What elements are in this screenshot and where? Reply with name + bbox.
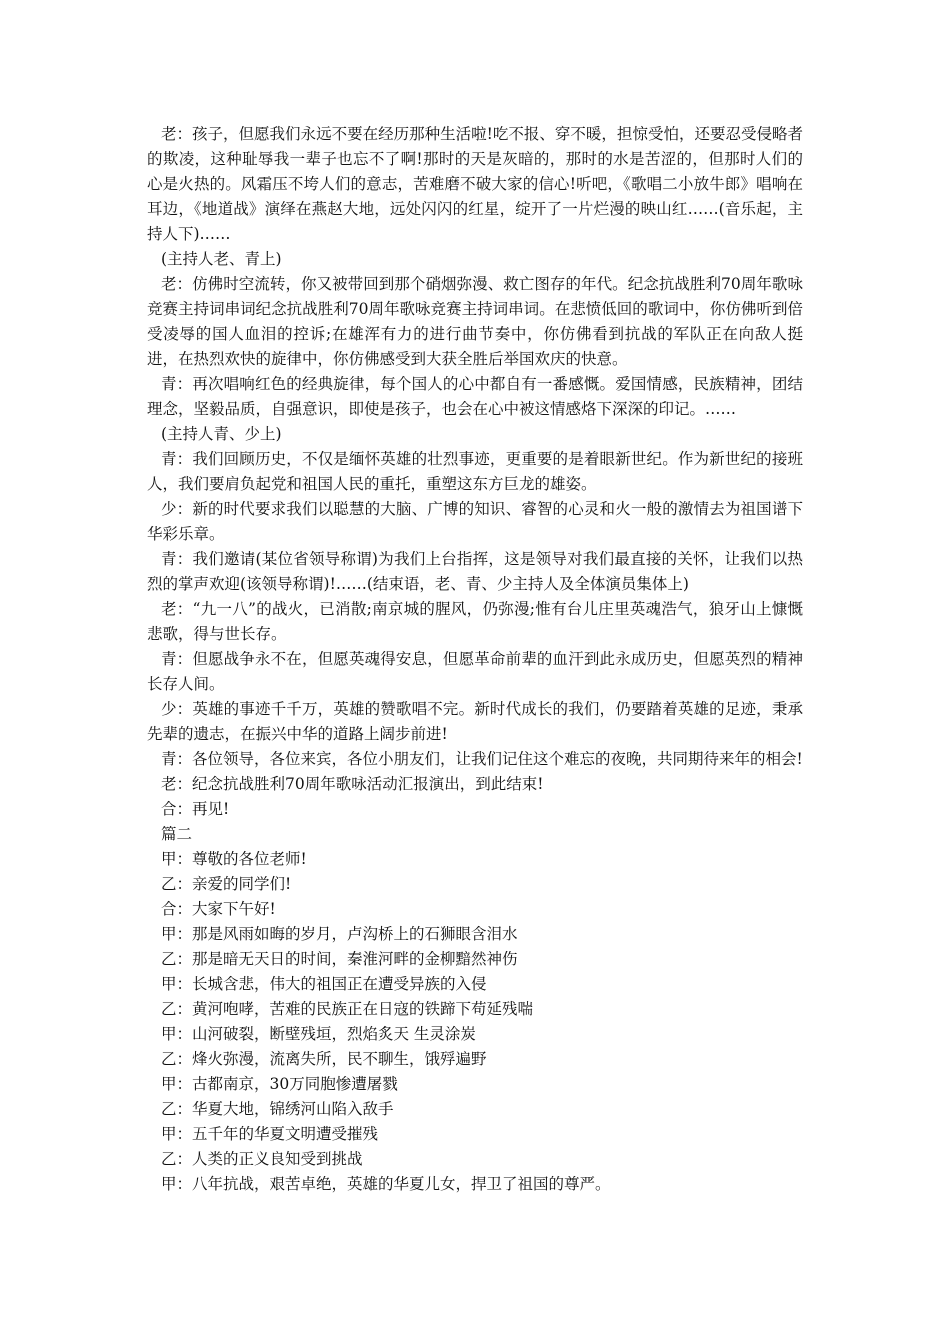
- paragraph-19: 甲：那是风雨如晦的岁月，卢沟桥上的石狮眼含泪水: [161, 925, 518, 943]
- paragraph-3: 老：仿佛时空流转，你又被带回到那个硝烟弥漫、救亡图存的年代。纪念抗战胜利70周年歌咏竞赛主持词串词纪念抗战胜利70周年歌咏竞赛主持词串词。在悲愤低回的歌词中，你仿佛听到倍受凌辱的国人血泪的控诉;在雄浑有力的进行曲节奏中，你仿佛看到抗战的军队正在向敌人挺进，在热烈欢快的旋律中，你仿佛感受到大获全胜后举国欢庆的快意。: [147, 275, 803, 368]
- paragraph-18: 合：大家下午好!: [161, 900, 276, 918]
- document-body: [147, 122, 803, 1197]
- paragraph-10: 青：但愿战争永不在，但愿英魂得安息，但愿革命前辈的血汗到此永成历史，但愿英烈的精神长存人间。: [147, 650, 803, 693]
- paragraph-23: 甲：山河破裂，断壁残垣，烈焰炙天 生灵涂炭: [161, 1025, 476, 1043]
- paragraph-20: 乙：那是暗无天日的时间，秦淮河畔的金柳黯然神伤: [161, 950, 518, 968]
- paragraph-9: 老：“九一八”的战火，已消散;南京城的腥风，仍弥漫;惟有台儿庄里英魂浩气，狼牙山上慷慨悲歌，得与世长存。: [147, 600, 803, 643]
- paragraph-4: 青：再次唱响红色的经典旋律，每个国人的心中都自有一番感慨。爱国情感，民族精神，团结理念，坚毅品质，自强意识，即使是孩子，也会在心中被这情感烙下深深的印记。……: [147, 375, 803, 418]
- paragraph-13: 老：纪念抗战胜利70周年歌咏活动汇报演出，到此结束!: [161, 775, 544, 793]
- paragraph-6: 青：我们回顾历史，不仅是缅怀英雄的壮烈事迹，更重要的是着眼新世纪。作为新世纪的接班人，我们要肩负起党和祖国人民的重托，重塑这东方巨龙的雄姿。: [147, 450, 803, 493]
- paragraph-5: (主持人青、少上): [161, 425, 282, 443]
- paragraph-1: 老：孩子，但愿我们永远不要在经历那种生活啦!吃不报、穿不暖，担惊受怕，还要忍受侵略者的欺凌，这种耻辱我一辈子也忘不了啊!那时的天是灰暗的，那时的水是苦涩的，但那时人们的心是火热的。风霜压不垮人们的意志，苦难磨不破大家的信心!听吧，《歌唱二小放牛郎》唱响在耳边，《地道战》演绎在燕赵大地，远处闪闪的红星，绽开了一片烂漫的映山红……(音乐起，主持人下)……: [147, 125, 803, 243]
- paragraph-16: 甲：尊敬的各位老师!: [161, 850, 307, 868]
- paragraph-12: 青：各位领导，各位来宾，各位小朋友们，让我们记住这个难忘的夜晚，共同期待来年的相会!: [161, 750, 803, 768]
- paragraph-11: 少：英雄的事迹千千万，英雄的赞歌唱不完。新时代成长的我们，仍要踏着英雄的足迹，秉承先辈的遗志，在振兴中华的道路上阔步前进!: [147, 700, 803, 743]
- paragraph-29: 甲：八年抗战，艰苦卓绝，英雄的华夏儿女，捍卫了祖国的尊严。: [161, 1175, 611, 1193]
- paragraph-26: 乙：华夏大地，锦绣河山陷入敌手: [161, 1100, 394, 1118]
- paragraph-22: 乙：黄河咆哮，苦难的民族正在日寇的铁蹄下苟延残喘: [161, 1000, 534, 1018]
- paragraph-24: 乙：烽火弥漫，流离失所，民不聊生，饿殍遍野: [161, 1050, 487, 1068]
- section-heading: 篇二: [161, 825, 193, 843]
- paragraph-8: 青：我们邀请(某位省领导称谓)为我们上台指挥，这是领导对我们最直接的关怀，让我们以热烈的掌声欢迎(该领导称谓)!……(结束语，老、青、少主持人及全体演员集体上): [147, 550, 803, 593]
- paragraph-7: 少：新的时代要求我们以聪慧的大脑、广博的知识、睿智的心灵和火一般的激情去为祖国谱下华彩乐章。: [147, 500, 803, 543]
- paragraph-2: (主持人老、青上): [161, 250, 282, 268]
- paragraph-17: 乙：亲爱的同学们!: [161, 875, 292, 893]
- paragraph-14: 合：再见!: [161, 800, 230, 818]
- paragraph-27: 甲：五千年的华夏文明遭受摧残: [161, 1125, 379, 1143]
- paragraph-28: 乙：人类的正义良知受到挑战: [161, 1150, 363, 1168]
- paragraph-25: 甲：古都南京，30万同胞惨遭屠戮: [161, 1075, 398, 1093]
- paragraph-21: 甲：长城含悲，伟大的祖国正在遭受异族的入侵: [161, 975, 487, 993]
